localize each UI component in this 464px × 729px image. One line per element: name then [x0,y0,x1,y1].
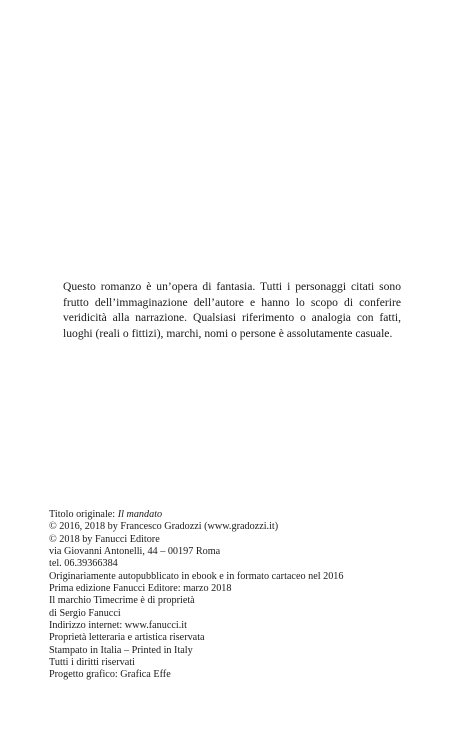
colophon [49,509,429,682]
disclaimer-text: Questo romanzo è un’opera di fantasia. Tutti i personaggi citati sono frutto dell’immaginazione dell’autore e hanno lo scopo di conferire veridicità alla narrazione. Qualsiasi riferimento o analogia con fatti, luoghi (reali o fittizi), marchi, nomi o persone è assolutamente casuale. [63,280,401,340]
copyright-author: © 2016, 2018 by Francesco Gradozzi (www.gradozzi.it) [49,521,279,533]
first-edition-note: Prima edizione Fanucci Editore: marzo 2018 [49,583,232,595]
all-rights-line: Tutti i diritti riservati [49,657,135,669]
original-title-label: Titolo originale: [49,509,118,520]
graphic-design-line: Progetto grafico: Grafica Effe [49,669,171,681]
printed-in-line: Stampato in Italia – Printed in Italy [49,644,193,656]
trademark-line-2: di Sergio Fanucci [49,607,121,619]
original-publication-note: Originariamente autopubblicato in ebook e in formato cartaceo nel 2016 [49,570,344,582]
publisher-phone: tel. 06.39366384 [49,558,118,570]
copyright-publisher: © 2018 by Fanucci Editore [49,533,160,545]
website-line: Indirizzo internet: www.fanucci.it [49,620,187,632]
original-title-line [49,509,429,521]
trademark-line-1: Il marchio Timecrime è di proprietà [49,595,195,607]
publisher-address: via Giovanni Antonelli, 44 – 00197 Roma [49,546,221,558]
original-title-value: Il mandato [117,509,163,520]
disclaimer-notice [63,279,401,341]
rights-reserved-line: Proprietà letteraria e artistica riservata [49,632,205,644]
